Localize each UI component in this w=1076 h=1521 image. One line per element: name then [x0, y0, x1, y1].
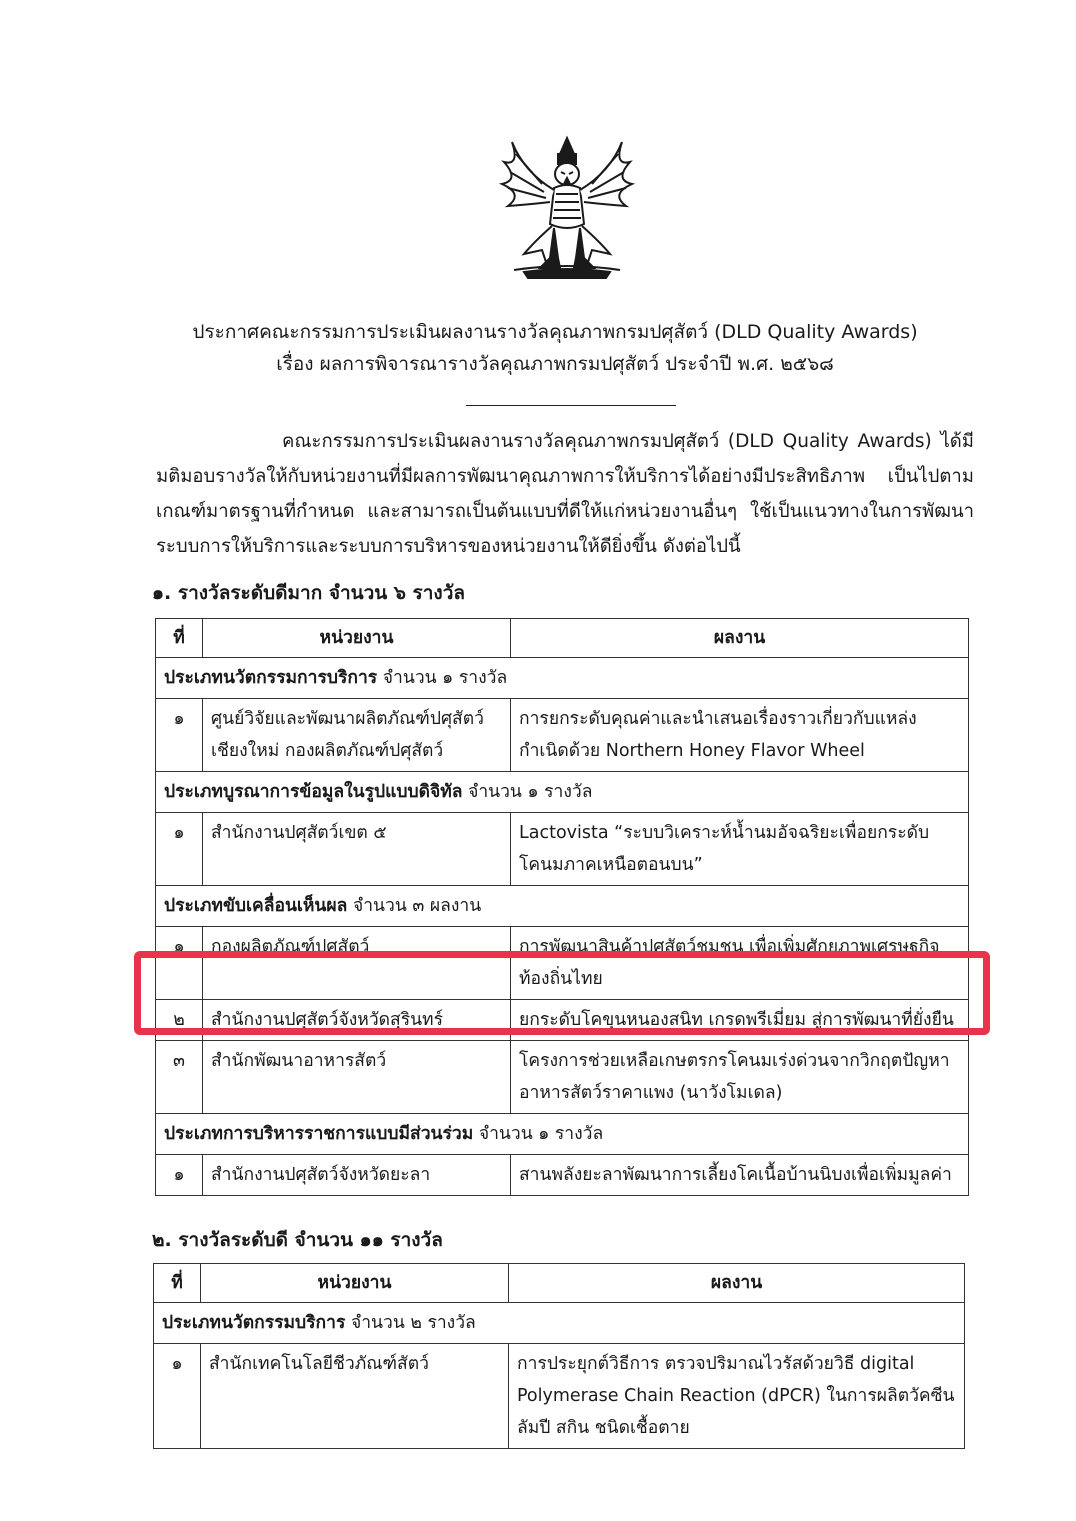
announcement-title: ประกาศคณะกรรมการประเมินผลงานรางวัลคุณภาพกรมปศุสัตว์ (DLD Quality Awards)	[192, 321, 918, 343]
column-header-no: ที่	[156, 619, 203, 658]
row-work: การยกระดับคุณค่าและนำเสนอเรื่องราวเกี่ยวกับแหล่งกำเนิดด้วย Northern Honey Flavor Wheel	[511, 699, 969, 772]
table-row	[156, 1041, 969, 1114]
row-unit: สำนักพัฒนาอาหารสัตว์	[203, 1041, 511, 1114]
category-count: จำนวน ๓ ผลงาน	[352, 896, 482, 916]
row-unit: สำนักงานปศุสัตว์จังหวัดสุรินทร์	[203, 1000, 511, 1041]
row-work: การประยุกต์วิธีการ ตรวจปริมาณไวรัสด้วยวิธี digital Polymerase Chain Reaction (dPCR) ในการผลิตวัคซีนลัมปี สกิน ชนิดเชื้อตาย	[509, 1344, 965, 1449]
category-name: ประเภทการบริหารราชการแบบมีส่วนร่วม	[164, 1124, 474, 1144]
row-number: ๑	[156, 927, 203, 1000]
row-work: การพัฒนาสินค้าปศุสัตว์ชุมชน เพื่อเพิ่มศักยภาพเศรษฐกิจท้องถิ่นไทย	[511, 927, 969, 1000]
row-number: ๒	[156, 1000, 203, 1041]
row-work: Lactovista “ระบบวิเคราะห์น้ำนมอัจฉริยะเพื่อยกระดับโคนมภาคเหนือตอนบน”	[511, 813, 969, 886]
title-divider	[466, 405, 676, 406]
highlight-box	[134, 951, 990, 1035]
category-name: ประเภทนวัตกรรมบริการ	[162, 1313, 346, 1333]
row-number: ๓	[156, 1041, 203, 1114]
row-unit: ศูนย์วิจัยและพัฒนาผลิตภัณฑ์ปศุสัตว์เชียงใหม่ กองผลิตภัณฑ์ปศุสัตว์	[203, 699, 511, 772]
category-row	[156, 772, 969, 813]
column-header-unit: หน่วยงาน	[201, 1264, 509, 1303]
section-heading-good: ๒. รางวัลระดับดี จำนวน ๑๑ รางวัล	[152, 1229, 443, 1251]
table-header-row	[156, 619, 969, 658]
category-row	[156, 1114, 969, 1155]
row-number: ๑	[156, 699, 203, 772]
row-unit: กองผลิตภัณฑ์ปศุสัตว์	[203, 927, 511, 1000]
row-number: ๑	[156, 1155, 203, 1196]
very-good-awards-table	[155, 618, 969, 1196]
row-work: ยกระดับโคขุนหนองสนิท เกรดพรีเมี่ยม สู่การพัฒนาที่ยั่งยืน	[511, 1000, 969, 1041]
table-row	[154, 1344, 965, 1449]
column-header-unit: หน่วยงาน	[203, 619, 511, 658]
table-row	[156, 1155, 969, 1196]
category-row	[156, 658, 969, 699]
category-count: จำนวน ๑ รางวัล	[382, 668, 508, 688]
row-unit: สำนักงานปศุสัตว์เขต ๕	[203, 813, 511, 886]
table-row	[156, 699, 969, 772]
row-work: โครงการช่วยเหลือเกษตรกรโคนมเร่งด่วนจากวิกฤตปัญหาอาหารสัตว์ราคาแพง (นาวังโมเดล)	[511, 1041, 969, 1114]
category-row	[156, 886, 969, 927]
category-name: ประเภทขับเคลื่อนเห็นผล	[164, 896, 348, 916]
table-header-row	[154, 1264, 965, 1303]
category-name: ประเภทนวัตกรรมการบริการ	[164, 668, 378, 688]
section-heading-very-good: ๑. รางวัลระดับดีมาก จำนวน ๖ รางวัล	[152, 582, 466, 604]
category-count: จำนวน ๑ รางวัล	[468, 782, 593, 802]
intro-text: คณะกรรมการประเมินผลงานรางวัลคุณภาพกรมปศุสัตว์ (DLD Quality Awards) ได้มีมติมอบรางวัลให้กับหน่วยงานที่มีผลการพัฒนาคุณภาพการให้บริการได้อย่างมีประสิทธิภาพ เป็นไปตามเกณฑ์มาตรฐานที่กำหนด และสามารถเป็นต้นแบบที่ดีให้แก่หน่วยงานอื่นๆ ใช้เป็นแนวทางในการพัฒนาระบบการให้บริการและระบบการบริหารของหน่วยงานให้ดียิ่งขึ้น ดังต่อไปนี้	[156, 431, 974, 557]
row-unit: สำนักเทคโนโลยีชีวภัณฑ์สัตว์	[201, 1344, 509, 1449]
row-number: ๑	[154, 1344, 201, 1449]
category-count: จำนวน ๑ รางวัล	[478, 1124, 604, 1144]
table-row	[156, 813, 969, 886]
category-row	[154, 1303, 965, 1344]
category-count: จำนวน ๒ รางวัล	[350, 1313, 476, 1333]
intro-paragraph	[156, 424, 974, 564]
announcement-subject: เรื่อง ผลการพิจารณารางวัลคุณภาพกรมปศุสัตว์ ประจำปี พ.ศ. ๒๕๖๘	[276, 353, 834, 375]
row-work: สานพลังยะลาพัฒนาการเลี้ยงโคเนื้อบ้านนิบงเพื่อเพิ่มมูลค่า	[511, 1155, 969, 1196]
category-name: ประเภทบูรณาการข้อมูลในรูปแบบดิจิทัล	[164, 782, 463, 802]
column-header-work: ผลงาน	[509, 1264, 965, 1303]
good-awards-table	[153, 1263, 965, 1449]
row-unit: สำนักงานปศุสัตว์จังหวัดยะลา	[203, 1155, 511, 1196]
column-header-no: ที่	[154, 1264, 201, 1303]
garuda-emblem-icon	[494, 132, 640, 280]
row-number: ๑	[156, 813, 203, 886]
column-header-work: ผลงาน	[511, 619, 969, 658]
